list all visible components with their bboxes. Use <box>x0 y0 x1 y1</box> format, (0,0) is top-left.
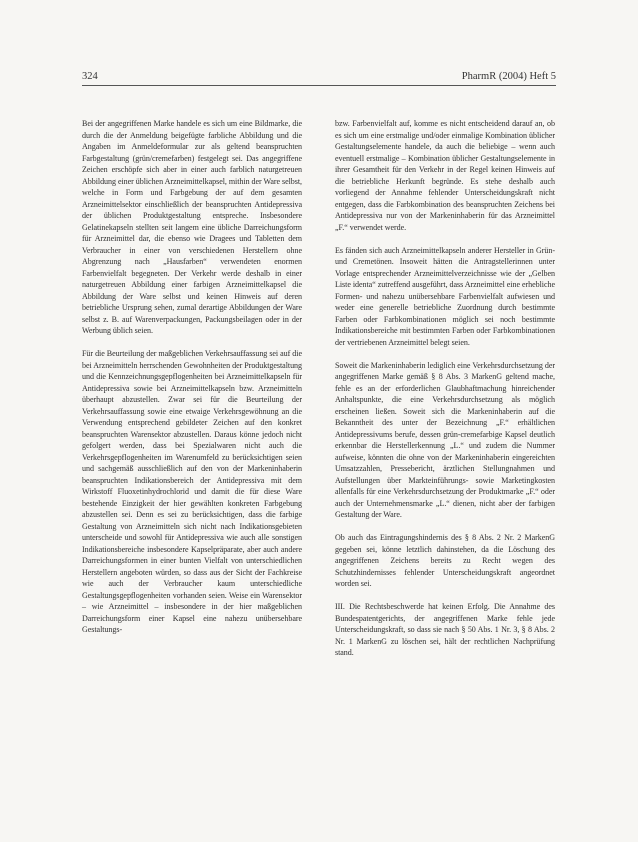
running-title: PharmR (2004) Heft 5 <box>461 71 556 82</box>
left-column <box>82 118 302 636</box>
paragraph: Für die Beurteilung der maßgeblichen Verkehrsauffassung sei auf die bei Arzneimitteln herrschenden Gewohnheiten der Produktgestaltung und die Kennzeichnungsgepflogenheiten bei Arzneimittelkapseln für Antidepressiva sowie bei Arzneimittelkapseln bzw. Arzneimitteln überhaupt abzustellen. Zwar sei für die Beurteilung der Verkehrsauffassung sowie eine etwaige Verkehrsgewöhnung an die Verwendung entsprechend gebildeter Zeichen auf den konkret beanspruchten Warensektor abzustellen. Daraus könne jedoch nicht gefolgert werden, dass bei Spezialwaren nicht auch die Verkehrsgepflogenheiten im Warenumfeld zu berücksichtigen seien und sachgemäß ausschließlich auf den von der Markeninhaberin beanspruchten Indikationsbereich der Antidepressiva mit dem Wirkstoff Fluoxetinhydrochlorid und damit die für diese Ware bestehende Einzigkeit der hier gewählten konkreten Farbgebung abzustellen sei. Denn es sei zu berücksichtigen, dass die farbige Gestaltung von Arzneimitteln sich nicht nach Indikationsgebieten unterscheide und sowohl für Antidepressiva wie auch alle sonstigen Indikationsbereiche insbesondere Kapselpräparate, aber auch andere Darreichungsformen in einer bunten Vielfalt von unterschiedlichen Herstellern angeboten würden, so dass aus der Sicht der Fachkreise wie auch der Verbraucher kaum unterschiedliche Gestaltungsgepflogenheiten vorhanden seien. Weise ein Warensektor – wie Arzneimittel – insbesondere in der hier maßgeblichen Darreichungsform einer Kapsel eine nahezu unübersehbare Gestaltungs- <box>82 349 302 634</box>
paragraph: bzw. Farbenvielfalt auf, komme es nicht entscheidend darauf an, ob es sich um eine erstmalige und/oder einmalige Kombination üblicher Gestaltungselemente handele, da auch die beliebige – wenn auch eventuell erstmalige – Kombination üblicher Gestaltungselemente in ihrer Gesamtheit für den Verkehr in der Regel keinen Hinweis auf die betriebliche Herkunft begründe. Es stehe deshalb auch vorliegend der Annahme fehlender Unterscheidungskraft nicht entgegen, dass die Farbkombination des beanspruchten Zeichens bei Antidepressiva nur von der Markeninhaberin für das Arzneimittel „F.“ verwendet werde. <box>335 119 555 232</box>
paragraph: III. Die Rechtsbeschwerde hat keinen Erfolg. Die Annahme des Bundespatentgerichts, der angegriffenen Marke fehle jede Unterscheidungskraft, so dass sie nach § 50 Abs. 1 Nr. 3, § 8 Abs. 2 Nr. 1 MarkenG zu löschen sei, hält der rechtlichen Nachprüfung stand. <box>335 602 555 657</box>
paragraph: Ob auch das Eintragungshindernis des § 8 Abs. 2 Nr. 2 MarkenG gegeben sei, könne letztlich dahinstehen, da die Löschung des angegriffenen Zeichens bereits zu Recht wegen des Schutzhindernisses fehlender Unterscheidungskraft angeordnet worden sei. <box>335 533 555 588</box>
page-number: 324 <box>82 71 98 82</box>
right-column <box>335 118 555 659</box>
header-rule <box>82 85 556 86</box>
paragraph: Es fänden sich auch Arzneimittelkapseln anderer Hersteller in Grün- und Cremetönen. Insoweit hätten die Antragstellerinnen unter Vorlage entsprechender Arzneimittelverzeichnisse wie der „Gelben Liste identa“ zutreffend ausgeführt, dass Arzneimittel eine erhebliche Formen- und nahezu unübersehbare Farbenvielfalt aufwiesen und weder eine generelle betriebliche Zuordnung durch bestimmte Farben oder Farbkombinationen möglich sei noch bestimmte Indikationsbereiche mit bestimmten Farben oder Farbkombinationen der vertriebenen Arzneimittel belegt seien. <box>335 245 555 347</box>
paragraph: Bei der angegriffenen Marke handele es sich um eine Bildmarke, die durch die der Anmeldung beigefügte farbliche Abbildung und die Angaben im Anmeldeformular zur als geltend beanspruchten Farbgestaltung (grün/cremefarben) festgelegt sei. Das angegriffene Zeichen erschöpfe sich aber in einer auch farblich naturgetreuen Abbildung einer üblichen Arzneimittelkapsel, mithin der Ware selbst, welche in Form und Farbgebung der auf dem gesamten Arzneimittelsektor einschließlich der beanspruchten Antidepressiva der üblichen Produktgestaltung entspreche. Insbesondere Gelatinekapseln stellten seit langem eine übliche Darreichungsform für Arzneimittel dar, die ebenso wie Dragees und Tabletten dem Verbraucher in einer von verschiedenen Herstellern ohne Abgrenzung nach „Hausfarben“ verwendeten enormen Farbenvielfalt begegneten. Der Verkehr werde deshalb in einer naturgetreuen Abbildung einer farbigen Arzneimittelkapsel die Abbildung der Ware selbst und keinen Hinweis auf deren betriebliche Ursprung sehen, zumal derartige Abbildungen der Ware selbst z. B. auf Warenverpackungen, Packungsbeilagen oder in der Werbung üblich seien. <box>82 119 302 335</box>
paragraph: Soweit die Markeninhaberin lediglich eine Verkehrsdurchsetzung der angegriffenen Marke gemäß § 8 Abs. 3 MarkenG geltend mache, fehle es an der erforderlichen Glaubhaftmachung hinreichender Anhaltspunkte, die eine Verkehrsdurchsetzung als möglich erscheinen ließen. Soweit sich die Markeninhaberin auf die Bekanntheit des unter der Bezeichnung „F.“ erhältlichen Antidepressivums berufe, dessen grün-cremefarbige Kapsel deutlich erkennbar die Herstellerkennung „L.“ und zudem die Nummer aufweise, könnten die ohne von der Markeninhaberin eingereichten Umsatzzahlen, Pressebericht, ärztlichen Stellungnahmen und Aufstellungen über Markteinführungs- sowie Marketingkosten allenfalls für eine Verkehrsdurchsetzung der Produktmarke „F.“ oder auch der Unternehmensmarke „L.“ dienen, nicht aber der farbigen Gestaltung der Ware. <box>335 360 555 519</box>
